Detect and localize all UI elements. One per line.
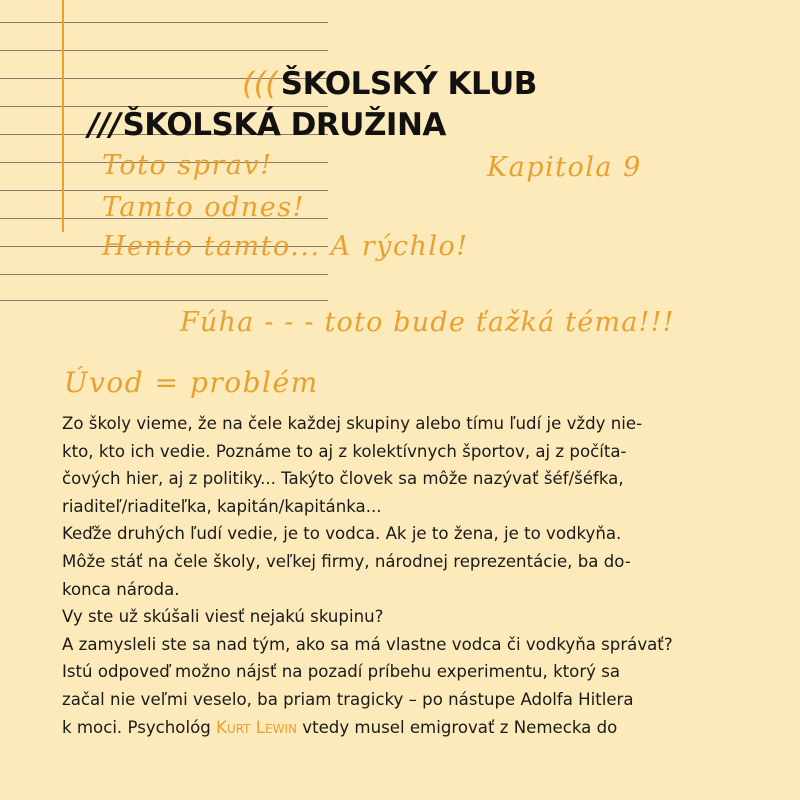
druzina-mark: /// [88, 107, 121, 143]
text-line: Môže stáť na čele školy, veľkej firmy, národnej reprezentácie, ba do- [62, 551, 631, 571]
paragraph-1 [62, 410, 752, 520]
text-line-end: vtedy musel emigrovať z Nemecka do [296, 717, 618, 737]
note-line-1: Toto sprav! [102, 150, 273, 181]
text-line: čových hier, aj z politiky... Takýto človek sa môže nazývať šéf/šéfka, [62, 469, 624, 489]
ruled-line [0, 274, 328, 275]
text-line: kto, kto ich vedie. Poznáme to aj z kolektívnych športov, aj z počíta- [62, 441, 627, 461]
text-line: Vy ste už skúšali viesť nejakú skupinu? [62, 607, 384, 627]
notebook-margin-line [62, 0, 64, 232]
ruled-line [0, 300, 328, 301]
text-line: začal nie veľmi veselo, ba priam tragicky – po nástupe Adolfa Hitlera [62, 689, 634, 709]
text-line: A zamysleli ste sa nad tým, ako sa má vlastne vodca či vodkyňa správať? [62, 634, 673, 654]
druzina-title [88, 107, 446, 143]
ruled-line [0, 22, 328, 23]
paragraph-4 [62, 631, 752, 741]
chapter-label: Kapitola 9 [487, 152, 642, 183]
note-line-2: Tamto odnes! [102, 192, 305, 223]
club-title-text: ŠKOLSKÝ KLUB [280, 66, 537, 102]
section-title: Úvod = problém [64, 366, 319, 399]
text-line: Keďže druhých ľudí vedie, je to vodca. Ak je to žena, je to vodkyňa. [62, 524, 622, 544]
ruled-line [0, 190, 328, 191]
body-text [62, 410, 752, 741]
text-line: konca národa. [62, 579, 180, 599]
text-line-start: k moci. Psychológ [62, 717, 217, 737]
text-line: riaditeľ/riaditeľka, kapitán/kapitánka... [62, 496, 382, 516]
paragraph-2 [62, 520, 752, 603]
text-line: Zo školy vieme, že na čele každej skupiny alebo tímu ľudí je vždy nie- [62, 414, 643, 433]
druzina-title-text: ŠKOLSKÁ DRUŽINA [122, 107, 446, 143]
club-mark: ((( [242, 66, 277, 102]
club-title [242, 66, 537, 102]
person-name-kurt-lewin: Kurt Lewin [216, 717, 297, 737]
note-line-3: Hento tamto... A rýchlo! [102, 231, 469, 262]
text-line: Istú odpoveď možno nájsť na pozadí príbehu experimentu, ktorý sa [62, 662, 621, 682]
exclaim-note: Fúha - - - toto bude ťažká téma!!! [180, 307, 675, 338]
ruled-line [0, 50, 328, 51]
paragraph-3 [62, 603, 752, 631]
